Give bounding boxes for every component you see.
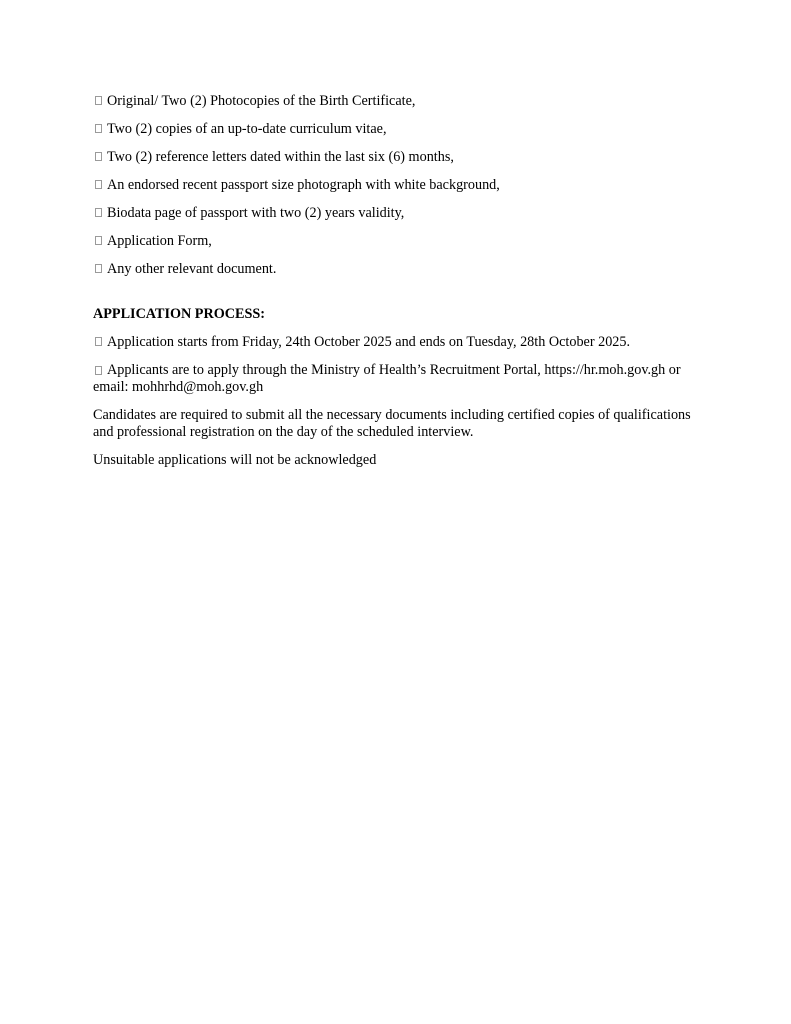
process-item-text: Applicants are to apply through the Ministry of Health’s Recruitment Portal, https://hr.moh.gov.gh or email: mohhrhd@moh.gov.gh bbox=[93, 362, 681, 395]
list-item bbox=[93, 149, 699, 166]
list-item bbox=[93, 233, 699, 250]
bullet-box-icon bbox=[95, 236, 102, 245]
list-item-text: Any other relevant document. bbox=[107, 261, 277, 277]
process-item-text: Application starts from Friday, 24th October 2025 and ends on Tuesday, 28th October 2025. bbox=[107, 334, 631, 350]
bullet-box-icon bbox=[95, 208, 102, 217]
list-item-text: Application Form, bbox=[107, 233, 212, 249]
requirements-note: Candidates are required to submit all the necessary documents including certified copies of qualifications and professional registration on the day of the scheduled interview. bbox=[93, 407, 691, 440]
process-item bbox=[93, 334, 699, 351]
bullet-box-icon bbox=[95, 366, 102, 375]
list-item-text: Two (2) reference letters dated within the last six (6) months, bbox=[107, 149, 454, 165]
list-item-text: Original/ Two (2) Photocopies of the Birth Certificate, bbox=[107, 93, 416, 109]
closing-statement: Unsuitable applications will not be acknowledged bbox=[93, 452, 377, 468]
list-item bbox=[93, 177, 699, 194]
list-item-text: An endorsed recent passport size photograph with white background, bbox=[107, 177, 500, 193]
list-item bbox=[93, 93, 699, 110]
document-content bbox=[93, 93, 699, 480]
list-item-text: Two (2) copies of an up-to-date curriculum vitae, bbox=[107, 121, 387, 137]
bullet-box-icon bbox=[95, 337, 102, 346]
list-item bbox=[93, 205, 699, 222]
section-heading: APPLICATION PROCESS: bbox=[93, 306, 265, 322]
bullet-box-icon bbox=[95, 96, 102, 105]
bullet-box-icon bbox=[95, 124, 102, 133]
list-item-text: Biodata page of passport with two (2) years validity, bbox=[107, 205, 405, 221]
list-item bbox=[93, 121, 699, 138]
bullet-box-icon bbox=[95, 180, 102, 189]
section-spacer bbox=[93, 289, 699, 306]
bullet-box-icon bbox=[95, 264, 102, 273]
process-item bbox=[93, 362, 699, 396]
list-item bbox=[93, 261, 699, 278]
bullet-box-icon bbox=[95, 152, 102, 161]
